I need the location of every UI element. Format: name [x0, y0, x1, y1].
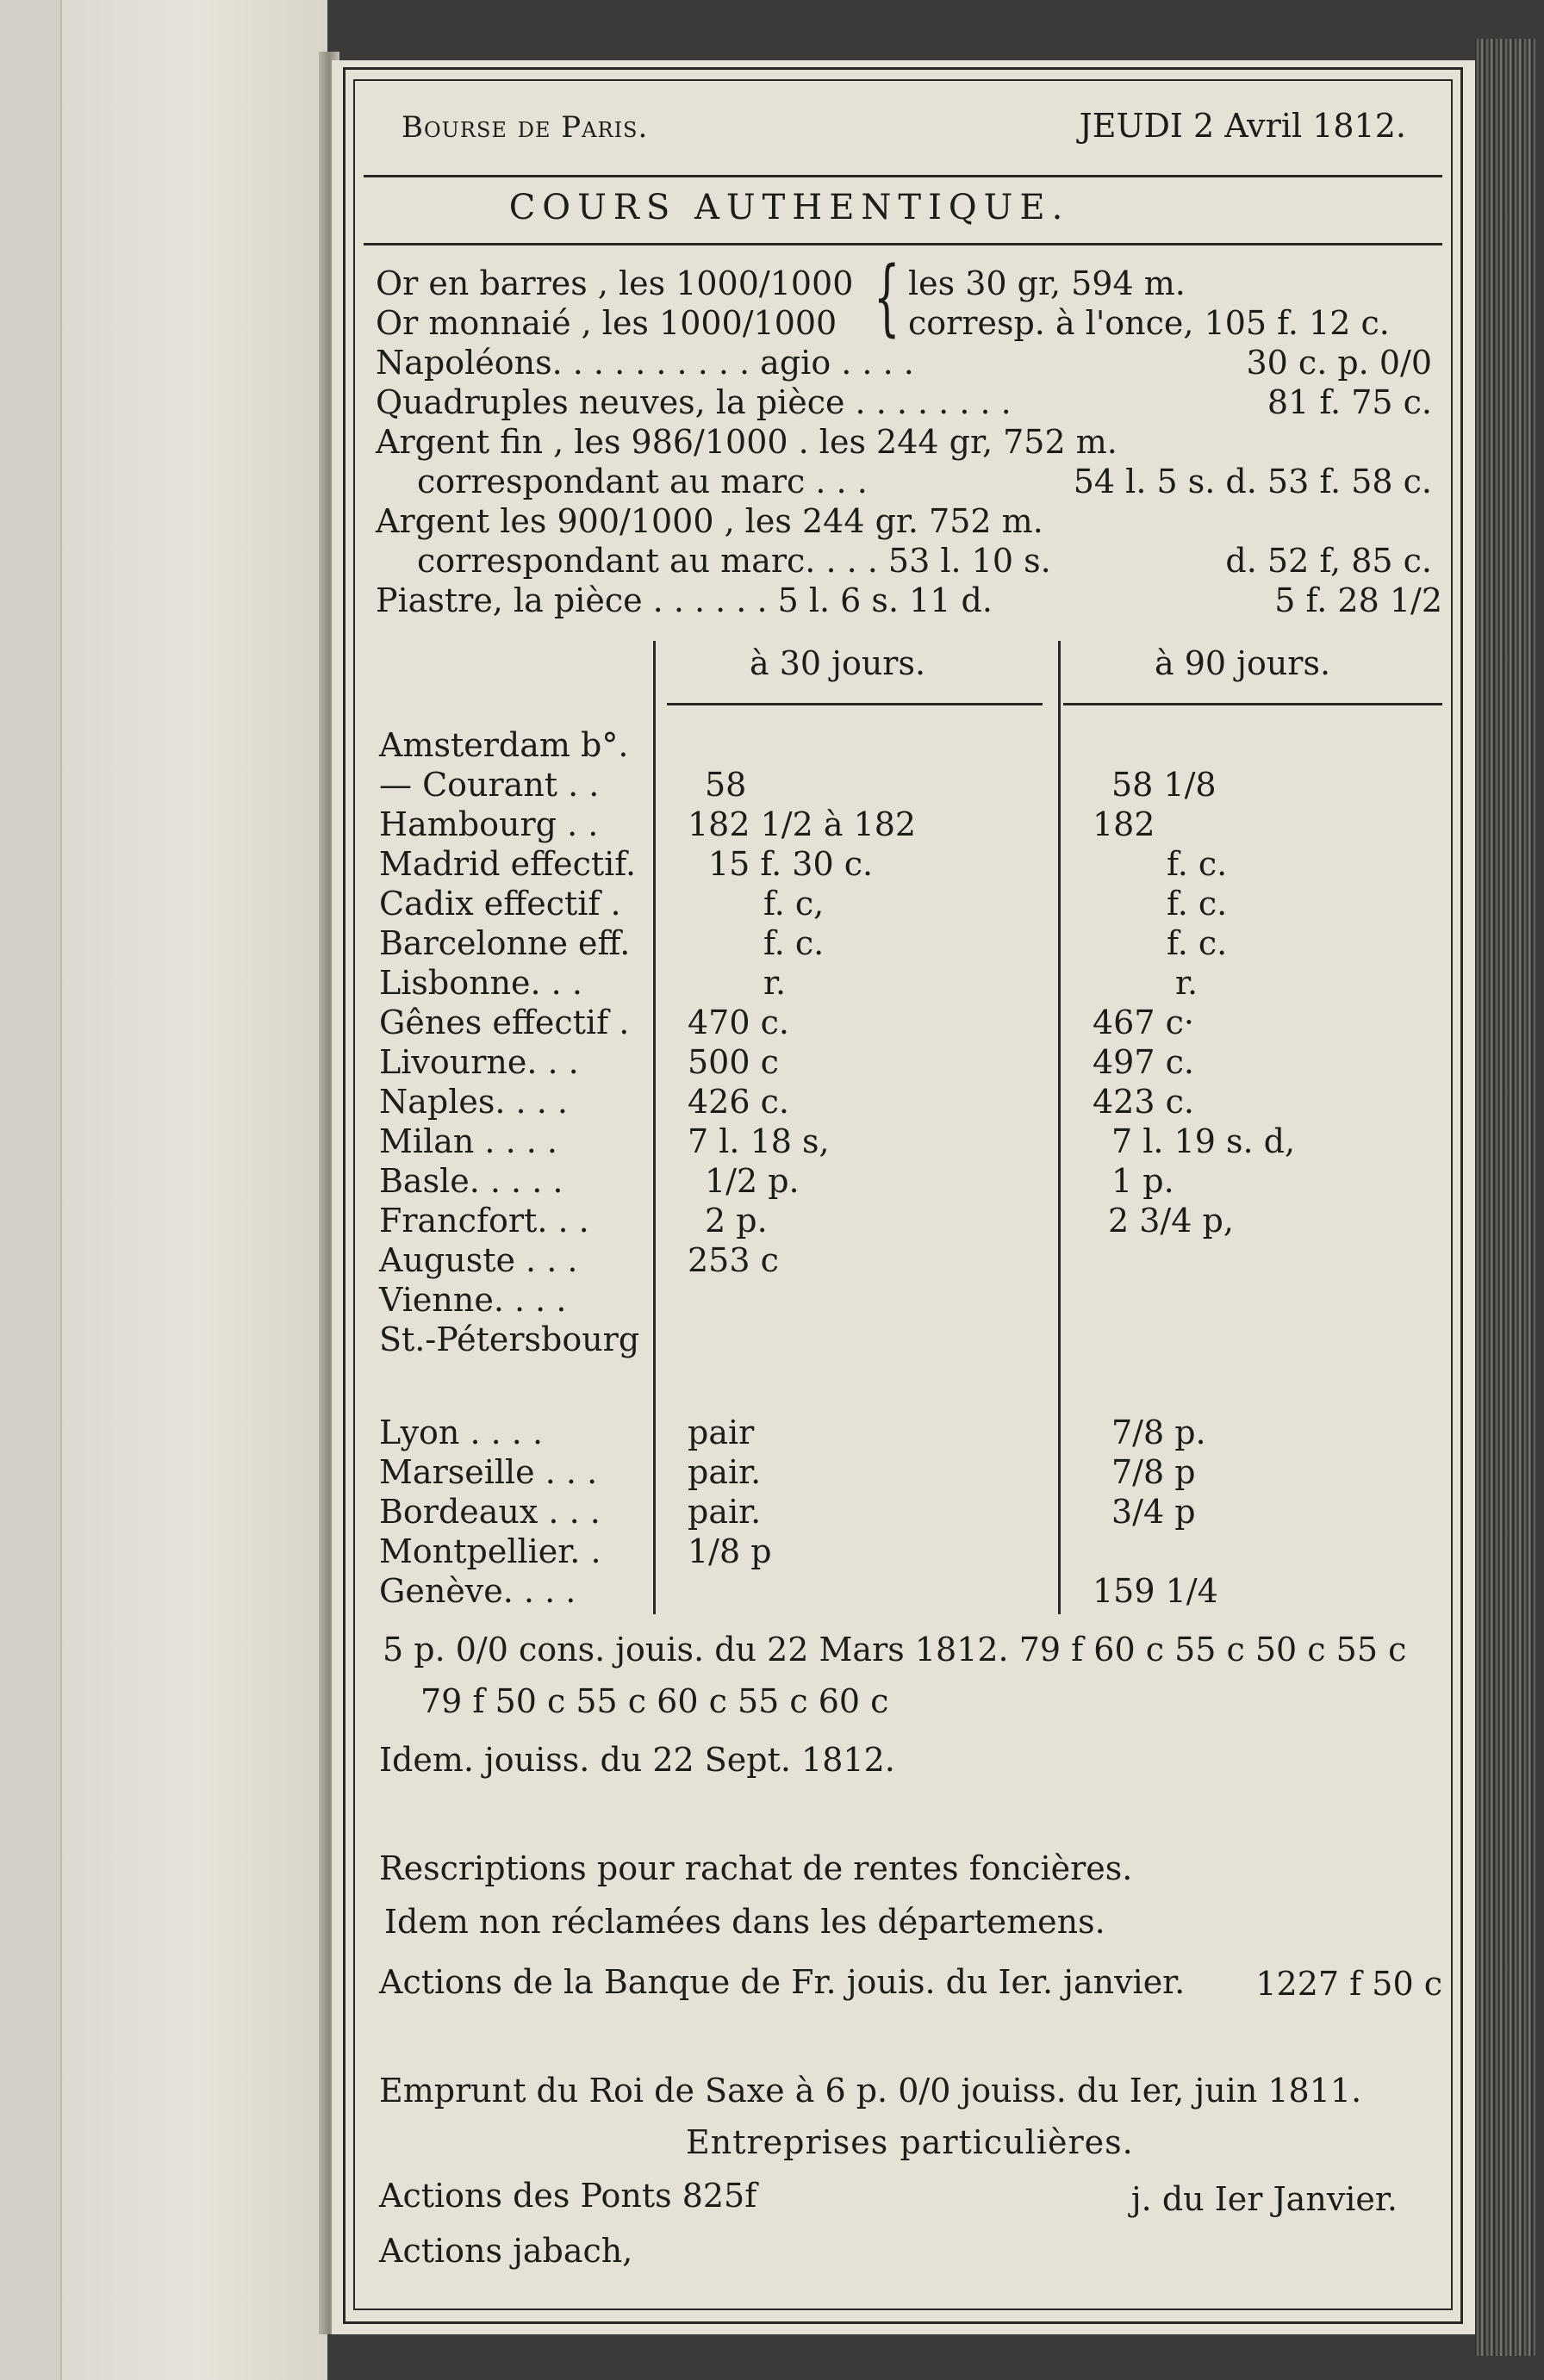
- table-row: Livourne. . . 500 c 497 c.: [379, 1043, 1194, 1081]
- metal-row-right: d. 52 f, 85 c.: [1225, 542, 1432, 580]
- table-row: Cadix effectif . f. c, f. c.: [379, 885, 1228, 923]
- header-right: JEUDI 2 Avril 1812.: [1079, 107, 1406, 145]
- table-row: Gênes effectif . 470 c. 467 c·: [379, 1004, 1194, 1041]
- table-row: Francfort. . . 2 p. 2 3/4 p,: [379, 1202, 1234, 1240]
- metal-row-right: les 30 gr, 594 m.: [908, 264, 1186, 302]
- column-header-90-days: à 90 jours.: [1155, 644, 1331, 682]
- title-rule: [364, 243, 1442, 245]
- entreprises-heading: Entreprises particulières.: [686, 2123, 1134, 2161]
- actions-ponts-line: Actions des Ponts 825f: [379, 2177, 757, 2215]
- metal-row: correspondant au marc . . .: [417, 463, 868, 500]
- metal-row: Argent fin , les 986/1000 . les 244 gr, 752 m.: [376, 423, 1118, 461]
- metal-row: Argent les 900/1000 , les 244 gr. 752 m.: [376, 502, 1043, 540]
- brace-symbol: {: [874, 249, 900, 345]
- actions-banque-value: 1227 f 50 c: [1255, 1965, 1442, 2003]
- column-header-30-days: à 30 jours.: [750, 644, 926, 682]
- table-row: Basle. . . . . 1/2 p. 1 p.: [379, 1162, 1174, 1200]
- table-row: Auguste . . . 253 c: [379, 1241, 779, 1279]
- table-row: Amsterdam b°.: [379, 726, 629, 764]
- metal-row: correspondant au marc. . . . 53 l. 10 s.: [417, 542, 1051, 580]
- header-left: Bourse de Paris.: [402, 110, 649, 145]
- table-row: Madrid effectif. 15 f. 30 c. f. c.: [379, 845, 1228, 883]
- rentes-line-2: 79 f 50 c 55 c 60 c 55 c 60 c: [420, 1682, 889, 1720]
- emprunt-line: Emprunt du Roi de Saxe à 6 p. 0/0 jouiss. du Ier, juin 1811.: [379, 2072, 1362, 2110]
- table-row: Genève. . . . 159 1/4: [379, 1572, 1218, 1610]
- table-row: Hambourg . . 182 1/2 à 182 182: [379, 805, 1155, 843]
- table-row: Bordeaux . . . pair. 3/4 p: [379, 1493, 1196, 1531]
- metal-row: Piastre, la pièce . . . . . . 5 l. 6 s. 11 d.: [376, 581, 993, 619]
- table-row: Montpellier. . 1/8 p: [379, 1532, 772, 1570]
- actions-banque-line: Actions de la Banque de Fr. jouis. du Ier. janvier.: [379, 1963, 1186, 2001]
- table-row: Lyon . . . . pair 7/8 p.: [379, 1414, 1206, 1451]
- metal-row: Or monnaié , les 1000/1000: [376, 304, 837, 342]
- page-title: COURS AUTHENTIQUE.: [508, 188, 1070, 227]
- rescriptions-line: Rescriptions pour rachat de rentes foncières.: [379, 1849, 1133, 1887]
- metal-row-right: corresp. à l'once, 105 f. 12 c.: [908, 304, 1390, 342]
- column-header-rule-2: [1063, 703, 1442, 705]
- metal-row: Napoléons. . . . . . . . . . agio . . . .: [376, 344, 914, 382]
- table-row: Milan . . . . 7 l. 18 s, 7 l. 19 s. d,: [379, 1122, 1296, 1160]
- table-row: Lisbonne. . . r. r.: [379, 964, 1198, 1002]
- actions-ponts-jouissance: j. du Ier Janvier.: [1130, 2180, 1398, 2218]
- table-row: Naples. . . . 426 c. 423 c.: [379, 1083, 1194, 1121]
- rentes-line-1: 5 p. 0/0 cons. jouis. du 22 Mars 1812. 79 f 60 c 55 c 50 c 55 c: [383, 1631, 1407, 1668]
- actions-jabach-line: Actions jabach,: [379, 2232, 633, 2270]
- table-row: Vienne. . . .: [379, 1281, 567, 1319]
- idem-non-reclamees-line: Idem non réclamées dans les départemens.: [384, 1903, 1105, 1941]
- metal-row-right: 81 f. 75 c.: [1267, 383, 1432, 421]
- metal-row: Quadruples neuves, la pièce . . . . . . . .: [376, 383, 1012, 421]
- column-header-rule-1: [667, 703, 1043, 705]
- metal-row: Or en barres , les 1000/1000: [376, 264, 854, 302]
- metal-row-right: 5 f. 28 1/2: [1274, 581, 1442, 619]
- table-row: Barcelonne eff. f. c. f. c.: [379, 924, 1228, 962]
- metal-row-right: 30 c. p. 0/0: [1246, 344, 1432, 382]
- rentes-line-3: Idem. jouiss. du 22 Sept. 1812.: [379, 1741, 895, 1779]
- table-row: Marseille . . . pair. 7/8 p: [379, 1453, 1196, 1491]
- header-rule: [364, 175, 1442, 177]
- metal-row-right: 54 l. 5 s. d. 53 f. 58 c.: [1073, 463, 1432, 500]
- table-row: — Courant . . 58 58 1/8: [379, 766, 1217, 804]
- table-row: St.-Pétersbourg: [379, 1320, 640, 1358]
